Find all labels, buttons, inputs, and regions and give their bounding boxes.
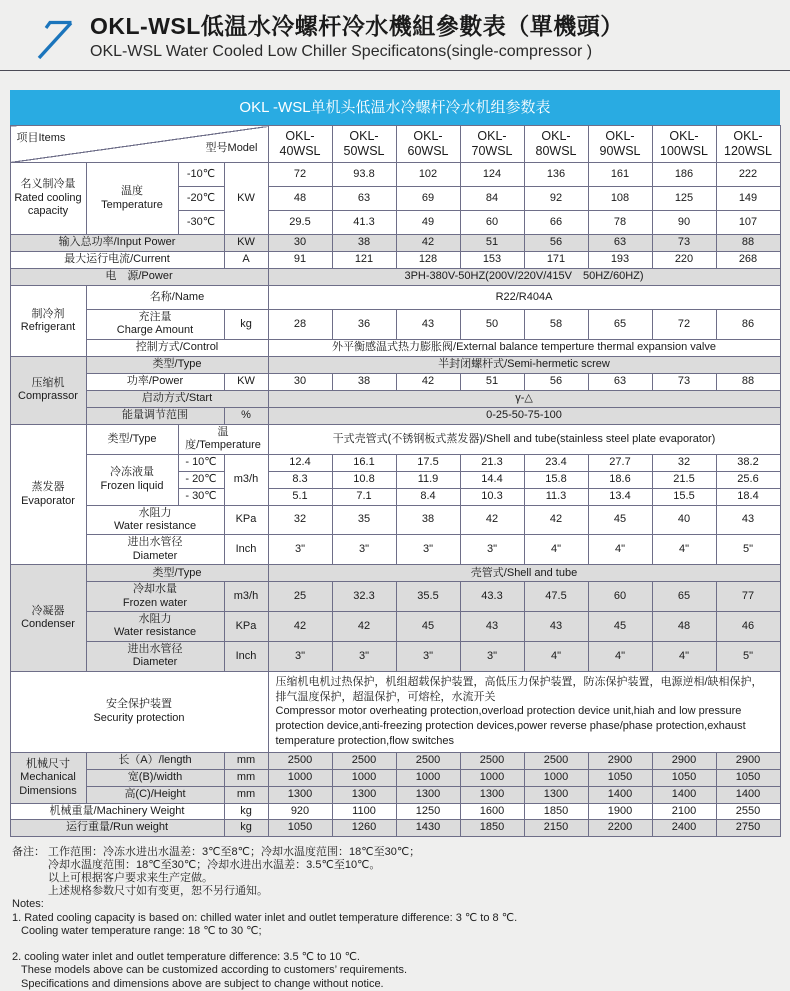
- table-cell: 1900: [588, 803, 652, 819]
- table-cell: 45: [396, 612, 460, 642]
- table-cell: 1850: [524, 803, 588, 819]
- table-cell: 干式壳管式(不锈钢板式蒸发器)/Shell and tube(stainless steel plate evaporator): [268, 424, 780, 454]
- table-cell: 43: [396, 310, 460, 340]
- table-cell: 2150: [524, 820, 588, 836]
- note-line: Specifications and dimensions above are subject to change without notice.: [21, 977, 384, 990]
- table-cell: 1050: [268, 820, 332, 836]
- table-cell: 机械尺寸 Mechanical Dimensions: [10, 752, 86, 803]
- table-cell: 29.5: [268, 211, 332, 235]
- model-header: OKL- 60WSL: [396, 126, 460, 163]
- table-cell: 56: [524, 235, 588, 252]
- note-line: 2. cooling water inlet and outlet temperature difference: 3.5 ℃ to 10 ℃.: [12, 951, 360, 964]
- divider: [0, 70, 790, 71]
- table-cell: 38: [332, 373, 396, 390]
- table-cell: 73: [652, 373, 716, 390]
- table-cell: 温度 Temperature: [86, 163, 178, 235]
- table-cell: 水阻力 Water resistance: [86, 612, 224, 642]
- table-cell: 4": [588, 535, 652, 565]
- table-cell: 1300: [396, 786, 460, 803]
- table-cell: 27.7: [588, 454, 652, 471]
- table-cell: 4": [588, 641, 652, 671]
- table-cell: 1430: [396, 820, 460, 836]
- table-cell: mm: [224, 752, 268, 769]
- table-cell: 控制方式/Control: [86, 339, 268, 356]
- note-line: 备注： 工作范围：冷冻水进出水温差：3℃至8℃；冷却水温度范围：18℃至30℃；: [12, 845, 421, 858]
- table-cell: 2500: [396, 752, 460, 769]
- table-cell: 1300: [460, 786, 524, 803]
- notes-section: [12, 846, 778, 991]
- table-cell: 1260: [332, 820, 396, 836]
- table-cell: 5": [716, 641, 780, 671]
- table-cell: 11.9: [396, 471, 460, 488]
- table-cell: 93.8: [332, 163, 396, 187]
- table-cell: 2500: [332, 752, 396, 769]
- table-cell: 1300: [268, 786, 332, 803]
- table-cell: KPa: [224, 612, 268, 642]
- table-cell: 42: [268, 612, 332, 642]
- table-cell: KW: [224, 235, 268, 252]
- table-cell: 电 源/Power: [10, 269, 268, 286]
- note-line: [12, 938, 778, 951]
- table-cell: 48: [268, 187, 332, 211]
- table-cell: 2400: [652, 820, 716, 836]
- table-cell: 920: [268, 803, 332, 819]
- table-cell: 161: [588, 163, 652, 187]
- page-header: [0, 0, 790, 62]
- table-cell: 2100: [652, 803, 716, 819]
- table-cell: 72: [652, 310, 716, 340]
- items-model-diagonal-header: [10, 126, 268, 163]
- table-cell: 84: [460, 187, 524, 211]
- model-header: OKL- 90WSL: [588, 126, 652, 163]
- items-label: 项目Items: [16, 132, 66, 144]
- table-cell: - 20℃: [178, 471, 224, 488]
- table-cell: 壳管式/Shell and tube: [268, 565, 780, 582]
- table-cell: 14.4: [460, 471, 524, 488]
- table-cell: 268: [716, 252, 780, 269]
- table-cell: 4": [652, 535, 716, 565]
- table-cell: 2500: [524, 752, 588, 769]
- table-cell: 1000: [460, 769, 524, 786]
- table-cell: 1250: [396, 803, 460, 819]
- table-cell: Inch: [224, 641, 268, 671]
- table-cell: m3/h: [224, 454, 268, 505]
- table-cell: 3PH-380V-50HZ(200V/220V/415V 50HZ/60HZ): [268, 269, 780, 286]
- model-label: 型号Model: [205, 141, 258, 154]
- table-cell: 30: [268, 373, 332, 390]
- table-cell: 32.3: [332, 582, 396, 612]
- table-cell: 77: [716, 582, 780, 612]
- table-cell: 42: [332, 612, 396, 642]
- table-cell: 15.5: [652, 488, 716, 505]
- table-cell: 38: [396, 505, 460, 535]
- table-cell: A: [224, 252, 268, 269]
- table-cell: 102: [396, 163, 460, 187]
- table-cell: 压缩机电机过热保护，机组超载保护装置，高低压力保护装置，防冻保护装置，电源逆相/缺相保护，排气温度保护，超温保护，可熔栓，水流开关 Compressor motor overheating protection,overload protection device unit,hiah and low pressure protection device,anti-freezing protection devices,power reverse phase/phase protection,exhaust temperature protection,flow switches: [268, 671, 780, 752]
- table-cell: mm: [224, 769, 268, 786]
- table-cell: 128: [396, 252, 460, 269]
- table-cell: 1050: [588, 769, 652, 786]
- table-cell: 水阻力 Water resistance: [86, 505, 224, 535]
- table-cell: 高(C)/Height: [86, 786, 224, 803]
- note-line: Cooling water temperature range: 18 ℃ to 30 ℃;: [21, 924, 262, 937]
- table-cell: 最大运行电流/Current: [10, 252, 224, 269]
- table-cell: KW: [224, 163, 268, 235]
- table-cell: 25.6: [716, 471, 780, 488]
- table-cell: 3": [460, 535, 524, 565]
- table-cell: 13.4: [588, 488, 652, 505]
- table-cell: -10℃: [178, 163, 224, 187]
- table-cell: KW: [224, 373, 268, 390]
- table-cell: kg: [224, 310, 268, 340]
- table-cell: 1400: [652, 786, 716, 803]
- table-cell: 56: [524, 373, 588, 390]
- table-cell: 3": [332, 535, 396, 565]
- table-cell: 进出水管径 Diameter: [86, 535, 224, 565]
- table-cell: 45: [588, 612, 652, 642]
- table-cell: 50: [460, 310, 524, 340]
- table-cell: 1000: [268, 769, 332, 786]
- table-cell: 3": [460, 641, 524, 671]
- table-cell: 2900: [652, 752, 716, 769]
- model-header: OKL- 40WSL: [268, 126, 332, 163]
- table-banner: OKL -WSL单机头低温水冷螺杆冷水机组参数表: [10, 90, 780, 125]
- table-cell: 107: [716, 211, 780, 235]
- page-title: OKL-WSL低温水冷螺杆冷水機組參數表（單機頭）: [90, 13, 624, 39]
- table-cell: 8.4: [396, 488, 460, 505]
- table-cell: 4": [652, 641, 716, 671]
- table-cell: 51: [460, 373, 524, 390]
- table-cell: 43: [716, 505, 780, 535]
- table-cell: - 10℃: [178, 454, 224, 471]
- table-cell: 58: [524, 310, 588, 340]
- table-cell: kg: [224, 820, 268, 836]
- table-cell: 45: [588, 505, 652, 535]
- table-cell: 73: [652, 235, 716, 252]
- table-cell: 5": [716, 535, 780, 565]
- table-cell: 63: [588, 235, 652, 252]
- table-cell: 功率/Power: [86, 373, 224, 390]
- table-cell: 能量调节范围: [86, 407, 224, 424]
- table-cell: 121: [332, 252, 396, 269]
- model-header: OKL- 50WSL: [332, 126, 396, 163]
- table-cell: -20℃: [178, 187, 224, 211]
- table-cell: 2750: [716, 820, 780, 836]
- note-line: 以上可根据客户要求来生产定做。: [48, 872, 213, 885]
- table-cell: 88: [716, 373, 780, 390]
- table-cell: KPa: [224, 505, 268, 535]
- table-cell: γ-△: [268, 390, 780, 407]
- table-cell: 温度/Temperature: [178, 424, 268, 454]
- table-cell: mm: [224, 786, 268, 803]
- table-cell: 3": [268, 641, 332, 671]
- table-cell: 88: [716, 235, 780, 252]
- table-cell: 3": [396, 535, 460, 565]
- table-cell: 69: [396, 187, 460, 211]
- table-cell: 60: [460, 211, 524, 235]
- table-cell: 类型/Type: [86, 565, 268, 582]
- table-cell: 3": [268, 535, 332, 565]
- table-cell: 63: [588, 373, 652, 390]
- table-cell: 186: [652, 163, 716, 187]
- table-cell: 41.3: [332, 211, 396, 235]
- table-cell: -30℃: [178, 211, 224, 235]
- table-cell: 10.3: [460, 488, 524, 505]
- table-cell: 92: [524, 187, 588, 211]
- table-cell: 49: [396, 211, 460, 235]
- model-header: OKL- 80WSL: [524, 126, 588, 163]
- table-cell: 类型/Type: [86, 424, 178, 454]
- table-cell: 17.5: [396, 454, 460, 471]
- table-cell: 7.1: [332, 488, 396, 505]
- table-cell: 40: [652, 505, 716, 535]
- table-cell: 36: [332, 310, 396, 340]
- table-cell: 1400: [716, 786, 780, 803]
- table-cell: 136: [524, 163, 588, 187]
- table-cell: 0-25-50-75-100: [268, 407, 780, 424]
- table-cell: 11.3: [524, 488, 588, 505]
- table-cell: 21.5: [652, 471, 716, 488]
- table-cell: 12.4: [268, 454, 332, 471]
- table-cell: 充注量 Charge Amount: [86, 310, 224, 340]
- table-cell: 1850: [460, 820, 524, 836]
- table-cell: 47.5: [524, 582, 588, 612]
- table-cell: 193: [588, 252, 652, 269]
- table-cell: 压缩机 Comprassor: [10, 356, 86, 424]
- table-cell: kg: [224, 803, 268, 819]
- table-cell: 3": [332, 641, 396, 671]
- table-cell: 28: [268, 310, 332, 340]
- table-cell: 48: [652, 612, 716, 642]
- table-cell: 38: [332, 235, 396, 252]
- table-cell: 35.5: [396, 582, 460, 612]
- table-cell: 机械重量/Machinery Weight: [10, 803, 224, 819]
- table-cell: 42: [396, 235, 460, 252]
- table-cell: 1000: [524, 769, 588, 786]
- table-cell: 长（A）/length: [86, 752, 224, 769]
- table-cell: 10.8: [332, 471, 396, 488]
- table-cell: 运行重量/Run weight: [10, 820, 224, 836]
- table-cell: 宽(B)/width: [86, 769, 224, 786]
- table-cell: 冷却水量 Frozen water: [86, 582, 224, 612]
- table-cell: 38.2: [716, 454, 780, 471]
- table-cell: 2500: [460, 752, 524, 769]
- note-line: 上述规格参数尺寸如有变更，恕不另行通知。: [48, 885, 268, 898]
- table-cell: 35: [332, 505, 396, 535]
- table-cell: 86: [716, 310, 780, 340]
- table-cell: 32: [268, 505, 332, 535]
- note-line: Notes:: [12, 898, 44, 911]
- table-cell: 2500: [268, 752, 332, 769]
- note-line: 冷却水温度范围：18℃至30℃；冷却水进出水温差：3.5℃至10℃。: [48, 858, 381, 871]
- table-cell: 153: [460, 252, 524, 269]
- table-cell: 171: [524, 252, 588, 269]
- table-cell: 2200: [588, 820, 652, 836]
- table-cell: 8.3: [268, 471, 332, 488]
- table-cell: 冷凝器 Condenser: [10, 565, 86, 671]
- table-cell: 半封闭螺杆式/Semi-hermetic screw: [268, 356, 780, 373]
- note-line: These models above can be customized according to customers’ requirements.: [21, 964, 408, 977]
- table-cell: 5.1: [268, 488, 332, 505]
- table-cell: 1600: [460, 803, 524, 819]
- table-cell: 21.3: [460, 454, 524, 471]
- table-cell: R22/R404A: [268, 286, 780, 310]
- table-cell: m3/h: [224, 582, 268, 612]
- table-cell: 蒸发器 Evaporator: [10, 424, 86, 564]
- model-header: OKL- 120WSL: [716, 126, 780, 163]
- table-cell: 43: [524, 612, 588, 642]
- table-cell: 43.3: [460, 582, 524, 612]
- table-cell: 2550: [716, 803, 780, 819]
- table-cell: 46: [716, 612, 780, 642]
- table-cell: 42: [396, 373, 460, 390]
- table-cell: 25: [268, 582, 332, 612]
- table-cell: 名称/Name: [86, 286, 268, 310]
- table-cell: 2900: [588, 752, 652, 769]
- note-line: 1. Rated cooling capacity is based on: chilled water inlet and outlet temperature difference: 3 ℃ to 8 ℃.: [12, 911, 518, 924]
- table-cell: 1300: [524, 786, 588, 803]
- table-cell: 15.8: [524, 471, 588, 488]
- table-cell: 108: [588, 187, 652, 211]
- table-cell: 32: [652, 454, 716, 471]
- table-cell: %: [224, 407, 268, 424]
- table-cell: 启动方式/Start: [86, 390, 268, 407]
- table-cell: 制冷剂 Refrigerant: [10, 286, 86, 357]
- table-cell: - 30℃: [178, 488, 224, 505]
- table-cell: 72: [268, 163, 332, 187]
- table-cell: 90: [652, 211, 716, 235]
- table-cell: 4": [524, 535, 588, 565]
- table-cell: 65: [588, 310, 652, 340]
- table-cell: 124: [460, 163, 524, 187]
- table-cell: Inch: [224, 535, 268, 565]
- table-cell: 91: [268, 252, 332, 269]
- page-subtitle: OKL-WSL Water Cooled Low Chiller Specificatons(single-compressor ): [90, 42, 593, 60]
- table-cell: 18.6: [588, 471, 652, 488]
- table-cell: 2900: [716, 752, 780, 769]
- table-cell: 23.4: [524, 454, 588, 471]
- arrow-logo-icon: [36, 16, 82, 62]
- table-cell: 1050: [652, 769, 716, 786]
- table-cell: 名义制冷量 Rated cooling capacity: [10, 163, 86, 235]
- table-cell: 18.4: [716, 488, 780, 505]
- table-cell: 125: [652, 187, 716, 211]
- table-cell: 3": [396, 641, 460, 671]
- table-cell: 1400: [588, 786, 652, 803]
- table-cell: 149: [716, 187, 780, 211]
- table-cell: 输入总功率/Input Power: [10, 235, 224, 252]
- table-cell: 220: [652, 252, 716, 269]
- table-cell: 42: [524, 505, 588, 535]
- table-cell: 4": [524, 641, 588, 671]
- table-cell: 43: [460, 612, 524, 642]
- table-cell: 安全保护装置 Security protection: [10, 671, 268, 752]
- table-cell: 60: [588, 582, 652, 612]
- table-cell: 65: [652, 582, 716, 612]
- table-cell: 冷冻液量 Frozen liquid: [86, 454, 178, 505]
- spec-table: [10, 125, 781, 837]
- table-cell: 30: [268, 235, 332, 252]
- table-cell: 类型/Type: [86, 356, 268, 373]
- table-cell: 进出水管径 Diameter: [86, 641, 224, 671]
- table-cell: 1300: [332, 786, 396, 803]
- table-cell: 1050: [716, 769, 780, 786]
- table-cell: 78: [588, 211, 652, 235]
- table-cell: 外平衡感温式热力膨胀阀/External balance temperture thermal expansion valve: [268, 339, 780, 356]
- table-cell: 1000: [332, 769, 396, 786]
- table-cell: 63: [332, 187, 396, 211]
- table-cell: 51: [460, 235, 524, 252]
- model-header: OKL- 100WSL: [652, 126, 716, 163]
- table-cell: 222: [716, 163, 780, 187]
- model-header: OKL- 70WSL: [460, 126, 524, 163]
- table-cell: 1000: [396, 769, 460, 786]
- table-cell: 16.1: [332, 454, 396, 471]
- table-cell: 66: [524, 211, 588, 235]
- table-cell: 42: [460, 505, 524, 535]
- table-cell: 1100: [332, 803, 396, 819]
